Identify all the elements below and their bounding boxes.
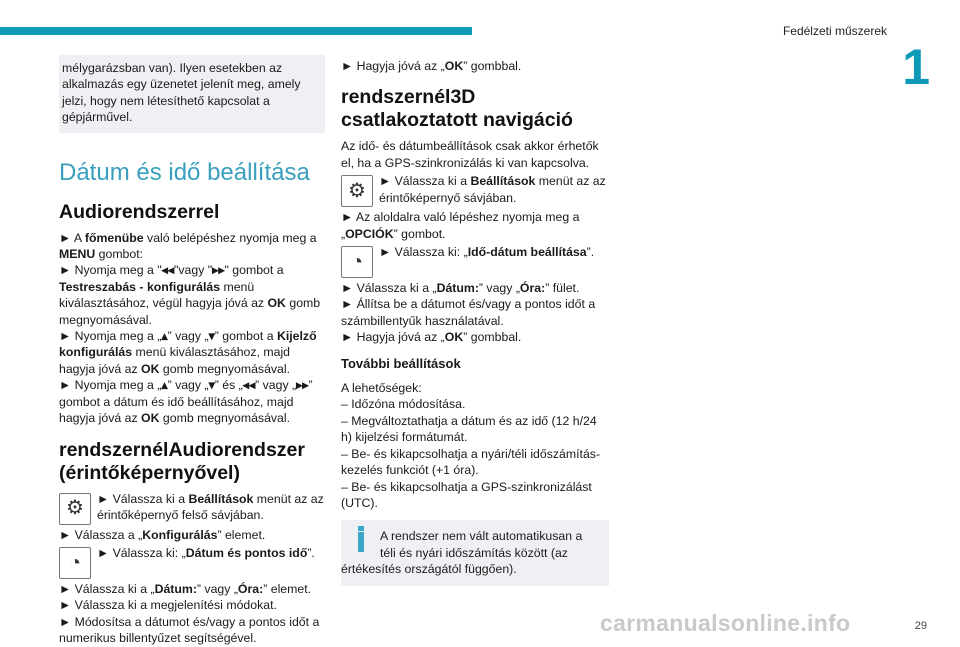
right-column: [341, 58, 609, 586]
page-number: 29: [914, 620, 927, 632]
forward-glyph: ▸▸: [212, 263, 225, 278]
datetime-heading: Dátum és idő beállítása: [59, 158, 310, 186]
nav-settings-step: ⚙ ► Válassza ki a Beállítások menüt az az érintőképernyő sávjában.: [341, 173, 609, 209]
gear-icon: ⚙: [341, 175, 373, 207]
more-option-dst: – Be- és kikapcsolhatja a nyári/téli időszámítás-kezelés funkciót (+1 óra).: [341, 446, 601, 478]
info-note-text: A rendszer nem vált automatikusan a téli és nyári időszámítás között (az értékesítés országától függően).: [341, 529, 583, 577]
info-note: [341, 520, 609, 585]
audio-step-3: ► Nyomja meg a „▴” vagy „▾” gombot a Kijelző konfigurálás menü kiválasztásához, majd hagyja jóvá az OK gomb megnyomásával.: [59, 329, 317, 376]
up-glyph: ▴: [161, 329, 168, 344]
touch-step-modify: ► Módosítsa a dátumot és/vagy a pontos időt a numerikus billentyűzet segítségével.: [59, 614, 320, 646]
confirm-ok-step: ► Hagyja jóvá az „OK” gombbal.: [341, 59, 522, 73]
more-option-timezone: – Időzóna módosítása.: [341, 397, 466, 412]
navigation-heading: rendszernél3D csatlakoztatott navigáció: [341, 86, 573, 132]
audio-step-1: ► A főmenübe való belépéshez nyomja meg a MENU gombot:: [59, 230, 317, 262]
audio-step-2: ► Nyomja meg a "◂◂"vagy "▸▸" gombot a Testreszabás - konfigurálás menü kiválasztásához, végül hagyja jóvá az OK gomb megnyomásával.: [59, 263, 321, 327]
up-glyph: ▴: [161, 378, 168, 393]
more-option-gps: – Be- és kikapcsolhatja a GPS-szinkronizálást (UTC).: [341, 479, 592, 510]
touchscreen-heading: rendszernélAudiorendszer (érintőképernyővel): [59, 438, 305, 484]
watermark: carmanualsonline.info: [600, 610, 851, 636]
touch-settings-step: ⚙ ► Válassza ki a Beállítások menüt az az érintőképernyő felső sávjában.: [59, 491, 325, 527]
touch-step-select: ► Válassza ki a „Dátum:” vagy „Óra:” elemet.: [59, 581, 312, 596]
nav-tab-step: ► Válassza ki a „Dátum:” vagy „Óra:” fület.: [341, 281, 580, 296]
audio-heading: Audiorendszerrel: [59, 200, 220, 223]
section-title: Fedélzeti műszerek: [782, 24, 887, 38]
touch-datetime-step: ◔ ► Válassza ki: „Dátum és pontos idő”.: [59, 545, 325, 581]
nav-set-step: ► Állítsa be a dátumot és/vagy a pontos időt a számbillentyűk használatával.: [341, 297, 596, 328]
touch-step-config: ► Válassza a „Konfigurálás” elemet.: [59, 527, 266, 542]
info-icon: [358, 532, 364, 552]
nav-intro: Az idő- és dátumbeállítások csak akkor érhetők el, ha a GPS-szinkronizálás ki van kapcsolva.: [341, 139, 599, 170]
nav-datetime-step: ◔ ► Válassza ki: „Idő-dátum beállítása”.: [341, 244, 609, 280]
more-settings-heading: További beállítások: [341, 355, 461, 371]
left-column: [59, 55, 325, 647]
nav-confirm-step: ► Hagyja jóvá az „OK” gombbal.: [341, 330, 522, 345]
header-accent-bar: [0, 27, 472, 35]
audio-step-4: ► Nyomja meg a „▴” vagy „▾” és „◂◂” vagy „▸▸” gombot a dátum és idő beállításához, majd hagyja jóvá az OK gomb megnyomásával.: [59, 378, 313, 426]
rewind-glyph: ◂◂: [161, 263, 175, 278]
down-glyph: ▾: [208, 329, 215, 344]
chapter-number: 1: [902, 39, 930, 95]
clock-icon: ◔: [341, 246, 373, 278]
more-intro: A lehetőségek:: [341, 381, 422, 396]
continued-note-text: mélygarázsban van). Ilyen esetekben az alkalmazás egy üzenetet jelenít meg, amely jelzi, hogy nem létesíthető kapcsolat a gépjárművel.: [62, 61, 301, 125]
gear-icon: ⚙: [59, 493, 91, 525]
more-option-format: – Megváltoztathatja a dátum és az idő (12 h/24 h) kijelzési formátumát.: [341, 413, 597, 445]
rewind-glyph: ◂◂: [242, 378, 256, 393]
touch-step-modes: ► Válassza ki a megjelenítési módokat.: [59, 598, 277, 613]
down-glyph: ▾: [208, 378, 215, 393]
nav-options-step: ► Az aloldalra való lépéshez nyomja meg a „OPCIÓK” gombot.: [341, 210, 580, 241]
clock-icon: ◔: [59, 547, 91, 579]
forward-glyph: ▸▸: [296, 378, 309, 393]
continued-note: [59, 55, 325, 133]
